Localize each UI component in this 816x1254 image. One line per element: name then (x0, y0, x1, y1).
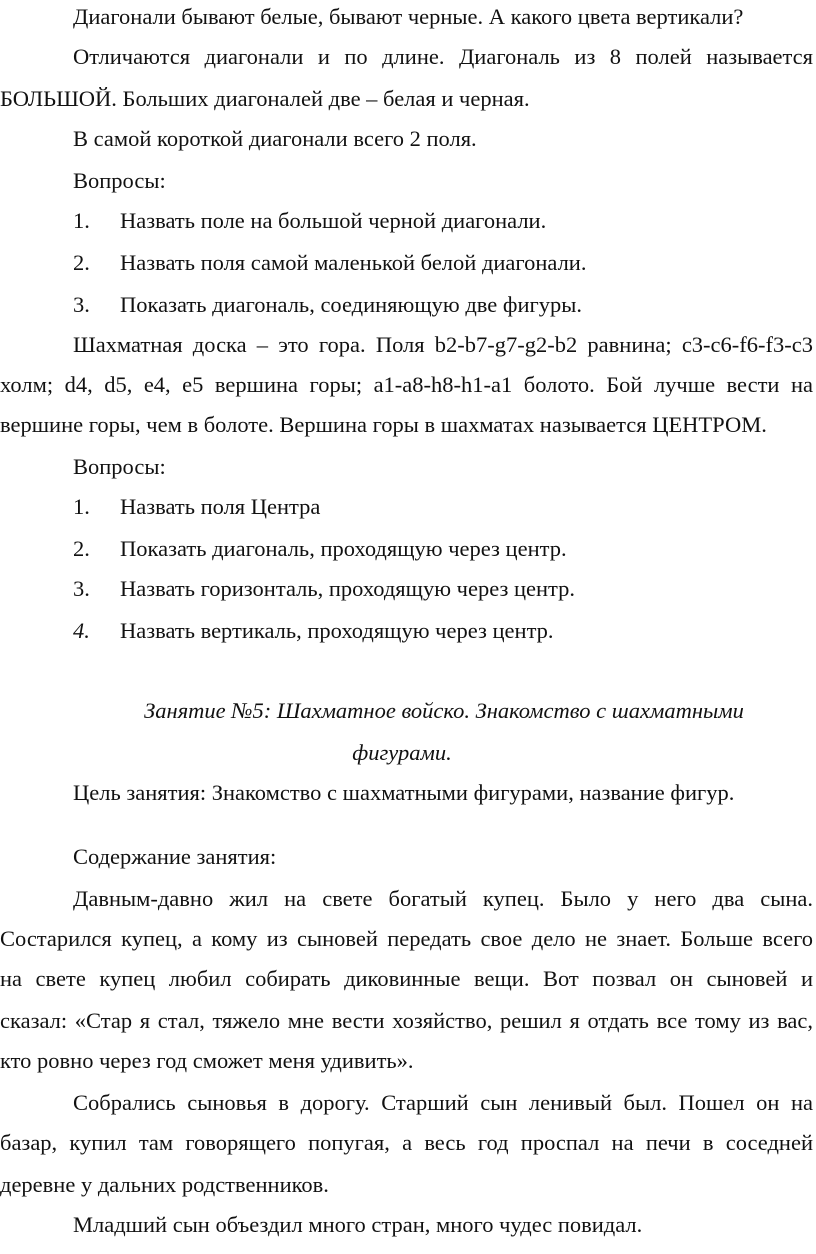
questions-heading-2: Вопросы: (73, 454, 166, 479)
story-paragraph-2-line2: базар, купил там говорящего попугая, а весь год проспал на печи в соседней (0, 1130, 813, 1155)
question-text: Показать диагональ, соединяющую две фигуры. (120, 292, 582, 317)
paragraph-board-mountain-line3: вершине горы, чем в болоте. Вершина горы в шахматах называется ЦЕНТРОМ. (0, 412, 767, 437)
paragraph-diagonal-colors: Диагонали бывают белые, бывают черные. А какого цвета вертикали? (73, 4, 744, 29)
story-paragraph-3: Младший сын объездил много стран, много чудес повидал. (73, 1212, 643, 1237)
question-number: 4. (73, 618, 90, 643)
story-paragraph-1-line3: на свете купец любил собирать диковинные вещи. Вот позвал он сыновей и (0, 966, 813, 991)
question-text: Назвать горизонталь, проходящую через центр. (120, 576, 576, 601)
lesson-title-line1: Занятие №5: Шахматное войско. Знакомство с шахматными (144, 698, 744, 723)
story-paragraph-1-line2: Состарился купец, а кому из сыновей передать свое дело не знает. Больше всего (0, 926, 813, 951)
question-number: 2. (73, 536, 90, 561)
story-paragraph-1-line4: сказал: «Стар я стал, тяжело мне вести хозяйство, решил я отдать все тому из вас, (0, 1008, 813, 1033)
story-paragraph-1-line5: кто ровно через год сможет меня удивить». (0, 1048, 414, 1073)
lesson-title-line2: фигурами. (352, 740, 452, 765)
questions-heading-1: Вопросы: (73, 168, 166, 193)
question-text: Назвать поле на большой черной диагонали. (120, 208, 547, 233)
question-number: 2. (73, 250, 90, 275)
question-number: 1. (73, 494, 90, 519)
story-paragraph-2-line3: деревне у дальних родственников. (0, 1172, 329, 1197)
lesson-goal: Цель занятия: Знакомство с шахматными фигурами, название фигур. (73, 780, 735, 805)
paragraph-short-diagonal: В самой короткой диагонали всего 2 поля. (73, 126, 477, 151)
paragraph-diagonal-length-line1: Отличаются диагонали и по длине. Диагональ из 8 полей называется (73, 44, 813, 69)
question-text: Назвать поля самой маленькой белой диагонали. (120, 250, 587, 275)
paragraph-board-mountain-line1: Шахматная доска – это гора. Поля b2-b7-g7-g2-b2 равнина; c3-c6-f6-f3-c3 (73, 332, 813, 357)
question-number: 3. (73, 292, 90, 317)
question-text: Назвать вертикаль, проходящую через центр. (120, 618, 554, 643)
question-text: Показать диагональ, проходящую через центр. (120, 536, 567, 561)
question-text: Назвать поля Центра (120, 494, 321, 519)
story-paragraph-1-line1: Давным-давно жил на свете богатый купец. Было у него два сына. (73, 886, 813, 911)
question-number: 1. (73, 208, 90, 233)
paragraph-diagonal-length-line2: БОЛЬШОЙ. Больших диагоналей две – белая и черная. (0, 86, 530, 111)
paragraph-board-mountain-line2: холм; d4, d5, e4, e5 вершина горы; a1-a8-h8-h1-a1 болото. Бой лучше вести на (0, 372, 813, 397)
question-number: 3. (73, 576, 90, 601)
content-heading: Содержание занятия: (73, 844, 277, 869)
story-paragraph-2-line1: Собрались сыновья в дорогу. Старший сын ленивый был. Пошел он на (73, 1090, 813, 1115)
